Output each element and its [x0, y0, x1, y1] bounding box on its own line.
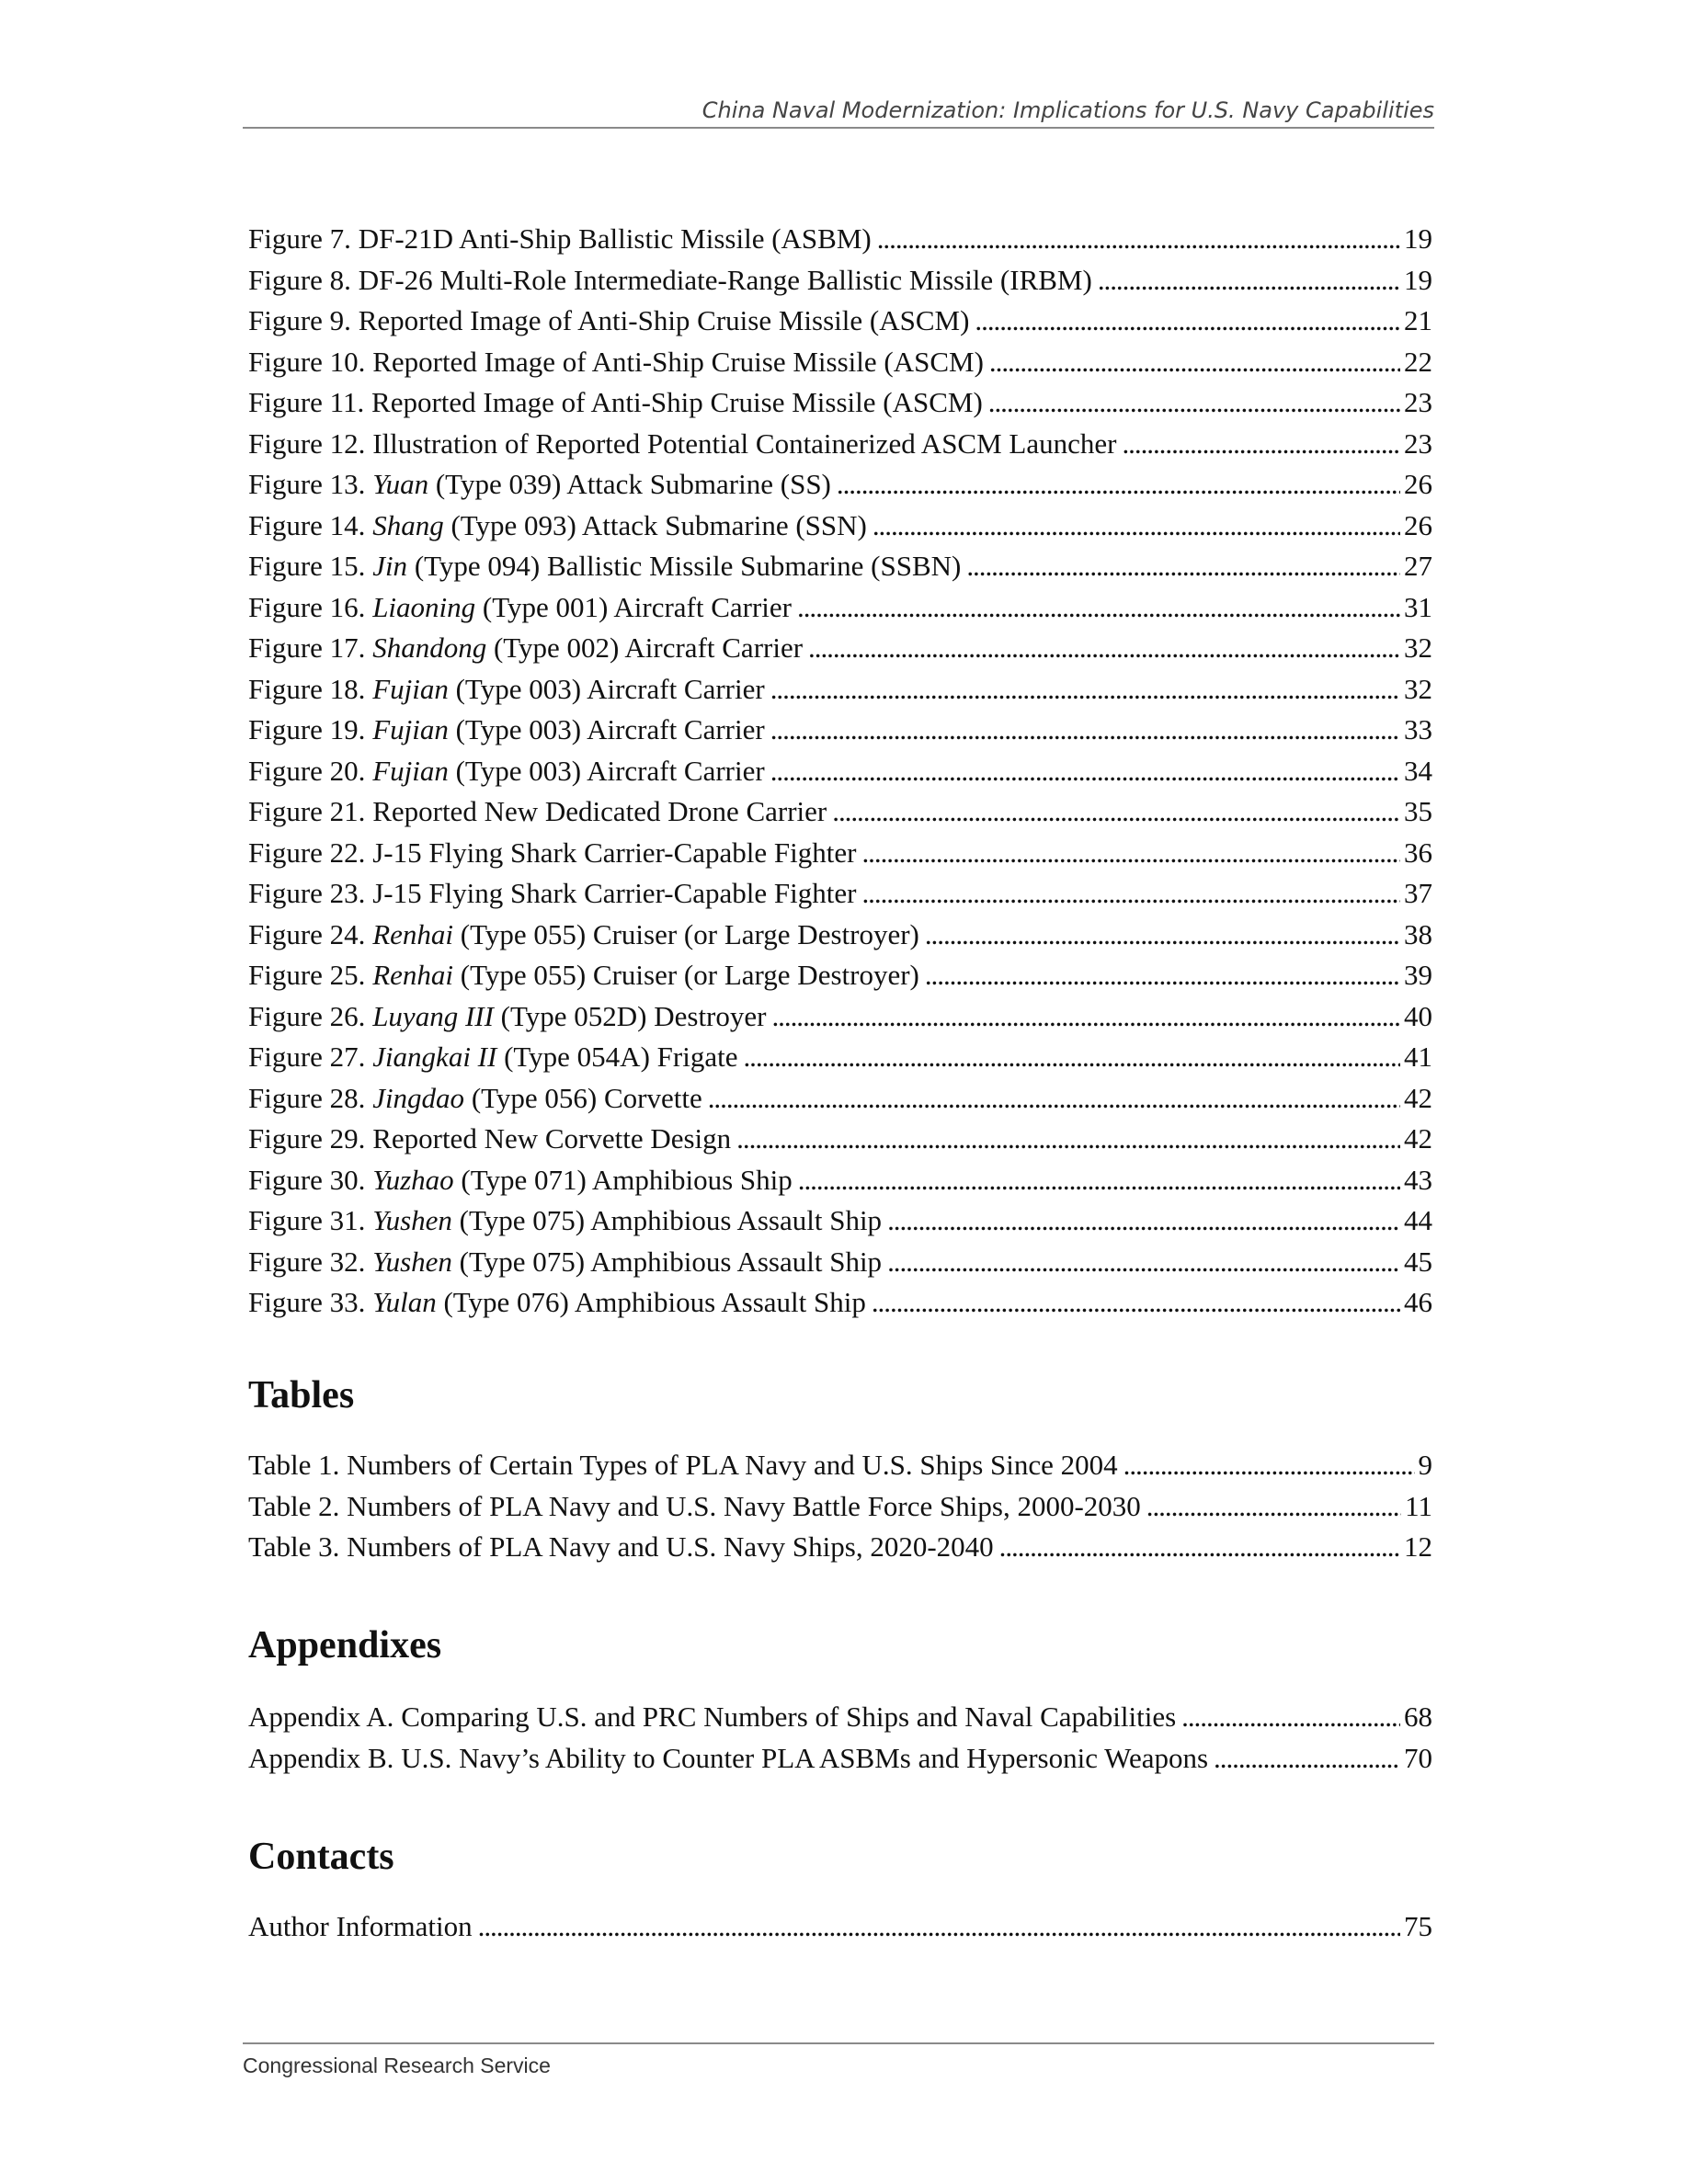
dot-leader: [877, 219, 1400, 260]
toc-entry-title: [248, 833, 856, 874]
dot-leader: [975, 301, 1400, 342]
toc-entry-title: [248, 955, 919, 996]
toc-entry-title: [248, 587, 792, 629]
dot-leader: [873, 506, 1400, 547]
entry-number: Figure 33.: [248, 1286, 373, 1318]
page-number: 75: [1404, 1910, 1432, 1942]
figure-toc-entry[interactable]: [248, 1200, 1432, 1242]
toc-entry-title: [248, 1242, 882, 1283]
running-footer: [243, 2042, 1434, 2078]
page-number: 19: [1404, 263, 1432, 296]
entry-caption: Numbers of PLA Navy and U.S. Navy Ships, 2020-2040: [347, 1530, 994, 1563]
tables-list: [248, 1445, 1432, 1568]
entry-number: Figure 12.: [248, 427, 373, 460]
dot-leader: [770, 669, 1400, 711]
toc-entry-title: [248, 382, 983, 424]
entry-ship-class: Jin: [372, 550, 408, 582]
entry-number: Figure 27.: [248, 1041, 373, 1073]
page-number: 12: [1404, 1530, 1432, 1563]
entry-caption: (Type 075) Amphibious Assault Ship: [451, 1245, 883, 1278]
page-number: 9: [1418, 1449, 1432, 1481]
toc-entry-title: [248, 1200, 882, 1242]
dot-leader: [925, 955, 1400, 996]
figure-toc-entry[interactable]: [248, 955, 1432, 996]
entry-ship-class: Yulan: [372, 1286, 437, 1318]
toc-entry-title: [248, 301, 969, 342]
figure-toc-entry[interactable]: [248, 301, 1432, 342]
figure-toc-entry[interactable]: [248, 791, 1432, 833]
entry-ship-class: Jiangkai II: [372, 1041, 497, 1073]
page-number: 68: [1404, 1701, 1432, 1733]
figure-toc-entry[interactable]: [248, 219, 1432, 260]
entry-number: Figure 20.: [248, 754, 373, 787]
entry-caption: Numbers of Certain Types of PLA Navy and U.S. Ships Since 2004: [347, 1449, 1118, 1481]
entry-caption: (Type 093) Attack Submarine (SSN): [443, 508, 867, 541]
entry-caption: Illustration of Reported Potential Containerized ASCM Launcher: [372, 427, 1117, 460]
dot-leader: [808, 628, 1400, 669]
entry-ship-class: Renhai: [372, 959, 453, 991]
entry-caption: U.S. Navy’s Ability to Counter PLA ASBMs and Hypersonic Weapons: [401, 1741, 1209, 1774]
entry-number: Figure 29.: [248, 1122, 373, 1155]
dot-leader: [708, 1078, 1400, 1120]
dot-leader: [770, 710, 1400, 751]
toc-entry-title: [248, 1037, 737, 1078]
figure-toc-entry[interactable]: [248, 260, 1432, 301]
table-toc-entry[interactable]: [248, 1527, 1432, 1568]
contact-toc-entry[interactable]: [248, 1906, 1432, 1948]
dot-leader: [770, 751, 1400, 792]
figure-toc-entry[interactable]: [248, 1160, 1432, 1201]
appendix-toc-entry[interactable]: [248, 1738, 1432, 1780]
page-number: 33: [1404, 713, 1432, 745]
figure-toc-entry[interactable]: [248, 628, 1432, 669]
toc-entry-title: [248, 1445, 1118, 1486]
figure-toc-entry[interactable]: [248, 506, 1432, 547]
entry-number: Figure 22.: [248, 836, 373, 869]
page-number: 26: [1404, 468, 1432, 500]
entry-caption: (Type 003) Aircraft Carrier: [448, 754, 765, 787]
dot-leader: [988, 382, 1400, 424]
entry-caption: (Type 002) Aircraft Carrier: [486, 631, 804, 664]
dot-leader: [966, 546, 1400, 587]
contacts-list: [248, 1906, 1432, 1948]
figure-toc-entry[interactable]: [248, 546, 1432, 587]
entry-ship-class: Renhai: [372, 917, 453, 950]
page-number: 38: [1404, 917, 1432, 950]
entry-number: Figure 21.: [248, 795, 373, 827]
dot-leader: [887, 1242, 1400, 1283]
dot-leader: [861, 833, 1400, 874]
page-number: 41: [1404, 1041, 1432, 1073]
entry-caption: (Type 054A) Frigate: [496, 1041, 738, 1073]
entry-caption: (Type 001) Aircraft Carrier: [475, 590, 793, 623]
entry-number: Figure 32.: [248, 1245, 373, 1278]
entry-number: Figure 30.: [248, 1163, 373, 1196]
tables-heading: Tables: [248, 1374, 355, 1416]
figure-toc-entry[interactable]: [248, 1037, 1432, 1078]
entry-caption: (Type 003) Aircraft Carrier: [448, 713, 765, 745]
entry-caption: (Type 052D) Destroyer: [493, 999, 767, 1032]
page-number: 23: [1404, 386, 1432, 418]
page-number: 35: [1404, 795, 1432, 827]
entry-number: Table 1.: [248, 1449, 348, 1481]
page-number: 45: [1404, 1245, 1432, 1278]
entry-caption: (Type 076) Amphibious Assault Ship: [436, 1286, 866, 1318]
document-title: China Naval Modernization: Implications for U.S. Navy Capabilities: [701, 97, 1434, 123]
toc-entry-title: [248, 260, 1092, 301]
page-number: 43: [1404, 1163, 1432, 1196]
entry-ship-class: Liaoning: [372, 590, 476, 623]
page-number: 37: [1404, 877, 1432, 909]
dot-leader: [1181, 1697, 1400, 1738]
entry-caption: Numbers of PLA Navy and U.S. Navy Battle Force Ships, 2000-2030: [347, 1489, 1141, 1522]
entry-caption: (Type 056) Corvette: [464, 1081, 702, 1114]
dot-leader: [478, 1906, 1400, 1948]
entry-caption: Reported Image of Anti-Ship Cruise Missile (ASCM): [371, 386, 983, 418]
dot-leader: [1098, 260, 1400, 301]
toc-entry-title: [248, 1697, 1176, 1738]
toc-entry-title: [248, 1282, 866, 1324]
figure-toc-entry[interactable]: [248, 669, 1432, 711]
entry-number: Figure 25.: [248, 959, 373, 991]
entry-number: Figure 13.: [248, 468, 373, 500]
dot-leader: [832, 791, 1400, 833]
contacts-heading: Contacts: [248, 1836, 394, 1878]
page-number: 42: [1404, 1122, 1432, 1155]
entry-caption: Reported Image of Anti-Ship Cruise Missile (ASCM): [358, 304, 970, 336]
toc-entry-title: [248, 1119, 731, 1160]
page-number: 34: [1404, 754, 1432, 787]
page-number: 42: [1404, 1081, 1432, 1114]
toc-entry-title: [248, 424, 1116, 465]
entry-number: Figure 9.: [248, 304, 359, 336]
figure-toc-entry[interactable]: [248, 1282, 1432, 1324]
entry-caption: DF-21D Anti-Ship Ballistic Missile (ASBM): [358, 222, 872, 255]
dot-leader: [1214, 1738, 1400, 1780]
dot-leader: [736, 1119, 1400, 1160]
entry-caption: J-15 Flying Shark Carrier-Capable Fighter: [372, 836, 857, 869]
toc-entry-title: [248, 219, 872, 260]
entry-ship-class: Shang: [372, 508, 444, 541]
toc-entry-title: [248, 1738, 1208, 1780]
toc-entry-title: [248, 996, 766, 1038]
entry-ship-class: Shandong: [372, 631, 487, 664]
figure-toc-entry[interactable]: [248, 342, 1432, 383]
entry-caption: (Type 075) Amphibious Assault Ship: [451, 1204, 883, 1236]
entry-ship-class: Yuzhao: [372, 1163, 454, 1196]
entry-number: Figure 18.: [248, 672, 373, 705]
dot-leader: [925, 915, 1400, 956]
figures-list: [248, 219, 1432, 1324]
page-number: 27: [1404, 550, 1432, 582]
toc-entry-title: [248, 1527, 994, 1568]
entry-caption: (Type 055) Cruiser (or Large Destroyer): [453, 959, 919, 991]
entry-ship-class: Fujian: [372, 754, 449, 787]
dot-leader: [797, 587, 1400, 629]
page-number: 39: [1404, 959, 1432, 991]
dot-leader: [861, 873, 1400, 915]
entry-number: Figure 26.: [248, 999, 373, 1032]
dot-leader: [798, 1160, 1400, 1201]
entry-ship-class: Fujian: [372, 713, 449, 745]
figure-toc-entry[interactable]: [248, 464, 1432, 506]
page-number: 19: [1404, 222, 1432, 255]
entry-caption: Comparing U.S. and PRC Numbers of Ships and Naval Capabilities: [401, 1701, 1177, 1733]
toc-entry-title: [248, 669, 765, 711]
entry-ship-class: Yuan: [372, 468, 429, 500]
entry-caption: (Type 094) Ballistic Missile Submarine (SSBN): [407, 550, 962, 582]
entry-number: Figure 28.: [248, 1081, 373, 1114]
figure-toc-entry[interactable]: [248, 873, 1432, 915]
toc-entry-title: [248, 751, 765, 792]
entry-number: Table 2.: [248, 1489, 348, 1522]
entry-ship-class: Yushen: [372, 1204, 452, 1236]
entry-caption: (Type 071) Amphibious Ship: [453, 1163, 793, 1196]
entry-number: Figure 31.: [248, 1204, 373, 1236]
figure-toc-entry[interactable]: [248, 1119, 1432, 1160]
dot-leader: [999, 1527, 1400, 1568]
entry-number: Figure 10.: [248, 345, 373, 378]
figure-toc-entry[interactable]: [248, 1242, 1432, 1283]
entry-caption: Reported New Corvette Design: [372, 1122, 732, 1155]
figure-toc-entry[interactable]: [248, 424, 1432, 465]
page-number: 70: [1404, 1741, 1432, 1774]
entry-number: Figure 15.: [248, 550, 373, 582]
figure-toc-entry[interactable]: [248, 382, 1432, 424]
entry-caption: J-15 Flying Shark Carrier-Capable Fighter: [372, 877, 857, 909]
table-toc-entry[interactable]: [248, 1445, 1432, 1486]
entry-number: Table 3.: [248, 1530, 348, 1563]
entry-ship-class: Yushen: [372, 1245, 452, 1278]
entry-number: Figure 7.: [248, 222, 359, 255]
toc-entry-title: [248, 464, 831, 506]
figure-toc-entry[interactable]: [248, 1078, 1432, 1120]
toc-entry-title: [248, 1160, 793, 1201]
entry-number: Figure 24.: [248, 917, 373, 950]
toc-entry-title: [248, 791, 827, 833]
appendixes-list: [248, 1697, 1432, 1779]
page-number: 21: [1404, 304, 1432, 336]
entry-ship-class: Luyang III: [372, 999, 494, 1032]
entry-caption: (Type 055) Cruiser (or Large Destroyer): [453, 917, 919, 950]
dot-leader: [989, 342, 1400, 383]
dot-leader: [1123, 1445, 1415, 1486]
page-number: 11: [1405, 1489, 1432, 1522]
appendixes-heading: Appendixes: [248, 1624, 442, 1666]
dot-leader: [1122, 424, 1400, 465]
page-number: 36: [1404, 836, 1432, 869]
dot-leader: [1146, 1486, 1401, 1528]
page-number: 40: [1404, 999, 1432, 1032]
entry-number: Appendix A.: [248, 1701, 402, 1733]
toc-entry-title: [248, 342, 984, 383]
toc-entry-title: [248, 1906, 473, 1948]
entry-number: Figure 14.: [248, 508, 373, 541]
entry-caption: Reported New Dedicated Drone Carrier: [372, 795, 827, 827]
dot-leader: [872, 1282, 1400, 1324]
toc-entry-title: [248, 915, 919, 956]
page-number: 31: [1404, 590, 1432, 623]
running-header: [243, 96, 1434, 129]
figure-toc-entry[interactable]: [248, 915, 1432, 956]
footer-text: Congressional Research Service: [243, 2053, 551, 2077]
entry-number: Figure 16.: [248, 590, 373, 623]
page-number: 23: [1404, 427, 1432, 460]
figure-toc-entry[interactable]: [248, 833, 1432, 874]
toc-entry-title: [248, 1486, 1141, 1528]
entry-number: Figure 23.: [248, 877, 373, 909]
dot-leader: [887, 1200, 1400, 1242]
entry-number: Appendix B.: [248, 1741, 402, 1774]
entry-ship-class: Fujian: [372, 672, 449, 705]
dot-leader: [743, 1037, 1400, 1078]
toc-entry-title: [248, 628, 803, 669]
table-toc-entry[interactable]: [248, 1486, 1432, 1528]
entry-caption: (Type 039) Attack Submarine (SS): [428, 468, 831, 500]
toc-entry-title: [248, 506, 867, 547]
toc-entry-title: [248, 710, 765, 751]
page-number: 32: [1404, 631, 1432, 664]
entry-number: Figure 11.: [248, 386, 372, 418]
appendix-toc-entry[interactable]: [248, 1697, 1432, 1738]
dot-leader: [771, 996, 1400, 1038]
entry-number: Figure 8.: [248, 263, 359, 296]
toc-entry-title: [248, 1078, 702, 1120]
entry-number: Figure 17.: [248, 631, 373, 664]
figure-toc-entry[interactable]: [248, 710, 1432, 751]
toc-entry-title: [248, 546, 961, 587]
toc-entry-title: [248, 873, 856, 915]
page-number: 46: [1404, 1286, 1432, 1318]
page-number: 32: [1404, 672, 1432, 705]
figure-toc-entry[interactable]: [248, 751, 1432, 792]
entry-caption: Reported Image of Anti-Ship Cruise Missile (ASCM): [372, 345, 984, 378]
entry-number: Figure 19.: [248, 713, 373, 745]
entry-ship-class: Jingdao: [372, 1081, 465, 1114]
entry-caption: Author Information: [248, 1910, 473, 1942]
entry-caption: (Type 003) Aircraft Carrier: [448, 672, 765, 705]
figure-toc-entry[interactable]: [248, 996, 1432, 1038]
entry-caption: DF-26 Multi-Role Intermediate-Range Ballistic Missile (IRBM): [358, 263, 1092, 296]
page-number: 44: [1404, 1204, 1432, 1236]
dot-leader: [837, 464, 1400, 506]
page-number: 26: [1404, 508, 1432, 541]
page-number: 22: [1404, 345, 1432, 378]
figure-toc-entry[interactable]: [248, 587, 1432, 629]
